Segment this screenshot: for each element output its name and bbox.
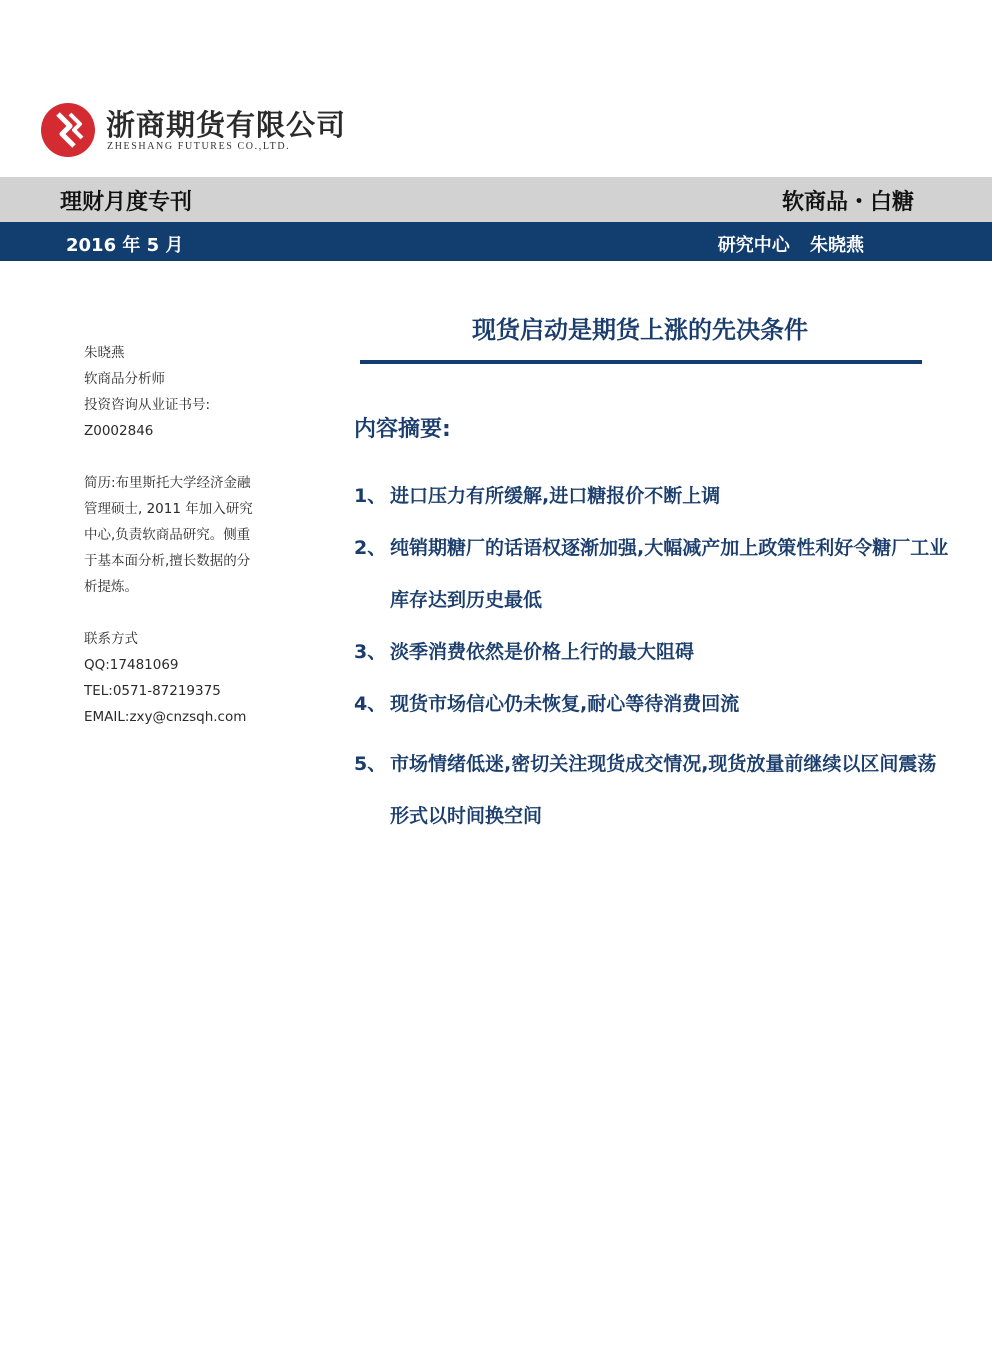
license-number: Z0002846 bbox=[84, 423, 154, 439]
item-text: 纯销期糖厂的话语权逐渐加强,大幅减产加上政策性利好令糖厂工业库存达到历史最低 bbox=[390, 537, 949, 611]
contact-tel: TEL:0571-87219375 bbox=[84, 683, 221, 699]
item-number: 1、 bbox=[354, 485, 387, 507]
header-band-grey bbox=[0, 177, 992, 222]
summary-item bbox=[354, 522, 954, 626]
contact-email: EMAIL:zxy@cnzsqh.com bbox=[84, 709, 247, 725]
license-label: 投资咨询从业证书号: bbox=[84, 397, 211, 413]
item-number: 3、 bbox=[354, 641, 387, 663]
report-type: 理财月度专刊 bbox=[60, 190, 193, 215]
author-sidebar bbox=[84, 340, 294, 730]
item-number: 5、 bbox=[354, 753, 387, 775]
report-title: 现货启动是期货上涨的先决条件 bbox=[472, 316, 808, 344]
contact-qq: QQ:17481069 bbox=[84, 657, 179, 673]
company-name-cn: 浙商期货有限公司 bbox=[106, 108, 347, 142]
item-number: 4、 bbox=[354, 693, 387, 715]
summary-item bbox=[354, 678, 954, 730]
bio-line: 简历:布里斯托大学经济金融 bbox=[84, 475, 251, 491]
item-number: 2、 bbox=[354, 537, 387, 559]
item-text: 淡季消费依然是价格上行的最大阻碍 bbox=[390, 641, 695, 663]
item-text: 现货市场信心仍未恢复,耐心等待消费回流 bbox=[390, 693, 740, 715]
report-date: 2016 年 5 月 bbox=[66, 235, 184, 256]
title-divider bbox=[360, 360, 922, 364]
summary-heading: 内容摘要: bbox=[354, 417, 451, 442]
department-author: 研究中心 朱晓燕 bbox=[717, 235, 864, 256]
summary-item bbox=[354, 738, 954, 842]
bio-line: 于基本面分析,擅长数据的分 bbox=[84, 553, 251, 569]
author-title: 软商品分析师 bbox=[84, 371, 165, 387]
item-text: 进口压力有所缓解,进口糖报价不断上调 bbox=[390, 485, 721, 507]
summary-list bbox=[354, 470, 954, 842]
item-text: 市场情绪低迷,密切关注现货成交情况,现货放量前继续以区间震荡形式以时间换空间 bbox=[390, 753, 937, 827]
header-band-blue bbox=[0, 222, 992, 261]
logo-mark-icon bbox=[40, 102, 96, 158]
author-name: 朱晓燕 bbox=[84, 345, 125, 361]
bio-line: 管理硕士, 2011 年加入研究 bbox=[84, 501, 253, 517]
company-logo bbox=[40, 102, 347, 162]
bio-line: 中心,负责软商品研究。侧重 bbox=[84, 527, 251, 543]
contact-label: 联系方式 bbox=[84, 631, 138, 647]
company-name-en: ZHESHANG FUTURES CO.,LTD. bbox=[107, 141, 291, 152]
summary-item bbox=[354, 470, 954, 522]
report-category: 软商品・白糖 bbox=[781, 190, 914, 215]
summary-item bbox=[354, 626, 954, 678]
bio-line: 析提炼。 bbox=[84, 579, 138, 595]
